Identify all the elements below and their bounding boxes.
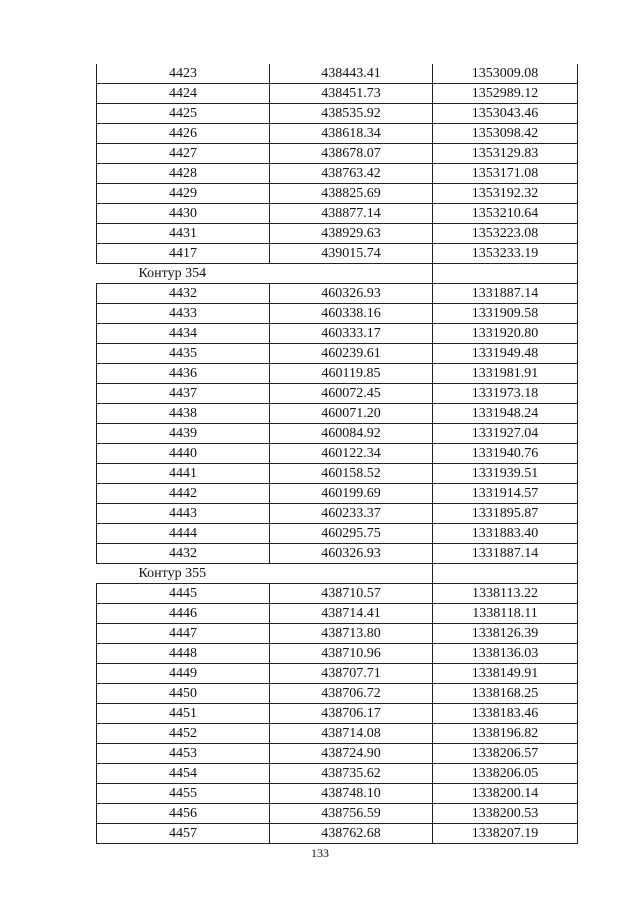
x-coordinate-cell: 438706.17 — [270, 704, 433, 724]
x-coordinate-cell: 460072.45 — [270, 384, 433, 404]
y-coordinate-cell: 1338118.11 — [433, 604, 578, 624]
y-coordinate-cell: 1331895.87 — [433, 504, 578, 524]
x-coordinate-cell: 460199.69 — [270, 484, 433, 504]
x-coordinate-cell: 438735.62 — [270, 764, 433, 784]
point-number-cell: 4434 — [97, 324, 270, 344]
point-number-cell: 4447 — [97, 624, 270, 644]
x-coordinate-cell: 438678.07 — [270, 144, 433, 164]
table-row — [97, 464, 578, 484]
point-number-cell: 4436 — [97, 364, 270, 384]
table-row — [97, 764, 578, 784]
x-coordinate-cell: 438763.42 — [270, 164, 433, 184]
y-coordinate-cell: 1331909.58 — [433, 304, 578, 324]
y-coordinate-cell: 1331883.40 — [433, 524, 578, 544]
table-row — [97, 284, 578, 304]
table-row — [97, 104, 578, 124]
x-coordinate-cell: 438929.63 — [270, 224, 433, 244]
contour-header-row — [97, 564, 578, 584]
x-coordinate-cell: 460122.34 — [270, 444, 433, 464]
x-coordinate-cell: 438724.90 — [270, 744, 433, 764]
y-coordinate-cell: 1331940.76 — [433, 444, 578, 464]
point-number-cell: 4432 — [97, 544, 270, 564]
y-coordinate-cell: 1353098.42 — [433, 124, 578, 144]
x-coordinate-cell: 438877.14 — [270, 204, 433, 224]
table-row — [97, 164, 578, 184]
x-coordinate-cell: 439015.74 — [270, 244, 433, 264]
y-coordinate-cell: 1338206.57 — [433, 744, 578, 764]
y-coordinate-cell: 1338113.22 — [433, 584, 578, 604]
y-coordinate-cell: 1338207.19 — [433, 824, 578, 844]
table-row — [97, 584, 578, 604]
point-number-cell: 4451 — [97, 704, 270, 724]
table-row — [97, 784, 578, 804]
x-coordinate-cell: 438714.08 — [270, 724, 433, 744]
table-row — [97, 504, 578, 524]
table-row — [97, 324, 578, 344]
x-coordinate-cell: 438443.41 — [270, 64, 433, 84]
table-row — [97, 684, 578, 704]
coordinates-table-body — [97, 64, 578, 844]
point-number-cell: 4441 — [97, 464, 270, 484]
point-number-cell: 4455 — [97, 784, 270, 804]
table-row — [97, 224, 578, 244]
point-number-cell: 4431 — [97, 224, 270, 244]
x-coordinate-cell: 438707.71 — [270, 664, 433, 684]
y-coordinate-cell: 1331887.14 — [433, 544, 578, 564]
y-coordinate-cell: 1331949.48 — [433, 344, 578, 364]
table-row — [97, 384, 578, 404]
table-row — [97, 444, 578, 464]
x-coordinate-cell: 438762.68 — [270, 824, 433, 844]
y-coordinate-cell: 1331948.24 — [433, 404, 578, 424]
point-number-cell: 4432 — [97, 284, 270, 304]
point-number-cell: 4442 — [97, 484, 270, 504]
y-coordinate-cell: 1331920.80 — [433, 324, 578, 344]
page-number: 133 — [311, 846, 329, 860]
x-coordinate-cell: 460233.37 — [270, 504, 433, 524]
table-row — [97, 64, 578, 84]
table-row — [97, 304, 578, 324]
table-row — [97, 624, 578, 644]
x-coordinate-cell: 460326.93 — [270, 544, 433, 564]
table-row — [97, 144, 578, 164]
point-number-cell: 4446 — [97, 604, 270, 624]
point-number-cell: 4435 — [97, 344, 270, 364]
table-row — [97, 484, 578, 504]
y-coordinate-cell: 1331973.18 — [433, 384, 578, 404]
point-number-cell: 4454 — [97, 764, 270, 784]
y-coordinate-cell: 1353129.83 — [433, 144, 578, 164]
table-row — [97, 364, 578, 384]
point-number-cell: 4439 — [97, 424, 270, 444]
x-coordinate-cell: 438451.73 — [270, 84, 433, 104]
point-number-cell: 4450 — [97, 684, 270, 704]
y-coordinate-cell: 1338136.03 — [433, 644, 578, 664]
x-coordinate-cell: 438710.96 — [270, 644, 433, 664]
contour-label: Контур 354 — [138, 266, 207, 281]
point-number-cell: 4453 — [97, 744, 270, 764]
point-number-cell: 4423 — [97, 64, 270, 84]
x-coordinate-cell: 460084.92 — [270, 424, 433, 444]
y-coordinate-cell: 1353192.32 — [433, 184, 578, 204]
y-coordinate-cell: 1338200.53 — [433, 804, 578, 824]
y-coordinate-cell: 1338183.46 — [433, 704, 578, 724]
table-row — [97, 804, 578, 824]
point-number-cell: 4417 — [97, 244, 270, 264]
table-row — [97, 424, 578, 444]
point-number-cell: 4457 — [97, 824, 270, 844]
x-coordinate-cell: 460338.16 — [270, 304, 433, 324]
y-coordinate-cell: 1353210.64 — [433, 204, 578, 224]
point-number-cell: 4429 — [97, 184, 270, 204]
point-number-cell: 4424 — [97, 84, 270, 104]
x-coordinate-cell: 460119.85 — [270, 364, 433, 384]
x-coordinate-cell: 438748.10 — [270, 784, 433, 804]
coordinates-table — [96, 64, 578, 844]
contour-header-row — [97, 264, 578, 284]
point-number-cell: 4443 — [97, 504, 270, 524]
point-number-cell: 4440 — [97, 444, 270, 464]
x-coordinate-cell: 460295.75 — [270, 524, 433, 544]
table-row — [97, 644, 578, 664]
table-row — [97, 184, 578, 204]
y-coordinate-cell: 1331887.14 — [433, 284, 578, 304]
x-coordinate-cell: 438706.72 — [270, 684, 433, 704]
table-row — [97, 204, 578, 224]
y-coordinate-cell: 1331981.91 — [433, 364, 578, 384]
point-number-cell: 4452 — [97, 724, 270, 744]
point-number-cell: 4445 — [97, 584, 270, 604]
x-coordinate-cell: 460326.93 — [270, 284, 433, 304]
y-coordinate-cell: 1331914.57 — [433, 484, 578, 504]
point-number-cell: 4444 — [97, 524, 270, 544]
table-row — [97, 724, 578, 744]
table-row — [97, 704, 578, 724]
point-number-cell: 4430 — [97, 204, 270, 224]
y-coordinate-cell: 1338206.05 — [433, 764, 578, 784]
table-row — [97, 664, 578, 684]
x-coordinate-cell: 438535.92 — [270, 104, 433, 124]
y-coordinate-cell: 1352989.12 — [433, 84, 578, 104]
y-coordinate-cell: 1353009.08 — [433, 64, 578, 84]
y-coordinate-cell: 1353233.19 — [433, 244, 578, 264]
x-coordinate-cell: 460071.20 — [270, 404, 433, 424]
table-row — [97, 824, 578, 844]
table-row — [97, 524, 578, 544]
x-coordinate-cell: 438710.57 — [270, 584, 433, 604]
x-coordinate-cell: 438756.59 — [270, 804, 433, 824]
y-coordinate-cell: 1338168.25 — [433, 684, 578, 704]
x-coordinate-cell: 460239.61 — [270, 344, 433, 364]
y-coordinate-cell: 1338149.91 — [433, 664, 578, 684]
table-row — [97, 744, 578, 764]
y-coordinate-cell: 1338126.39 — [433, 624, 578, 644]
y-coordinate-cell: 1331927.04 — [433, 424, 578, 444]
point-number-cell: 4426 — [97, 124, 270, 144]
y-coordinate-cell: 1353223.08 — [433, 224, 578, 244]
table-row — [97, 344, 578, 364]
contour-empty-cell — [433, 564, 578, 584]
y-coordinate-cell: 1353043.46 — [433, 104, 578, 124]
point-number-cell: 4433 — [97, 304, 270, 324]
point-number-cell: 4448 — [97, 644, 270, 664]
point-number-cell: 4425 — [97, 104, 270, 124]
table-row — [97, 604, 578, 624]
point-number-cell: 4437 — [97, 384, 270, 404]
table-row — [97, 244, 578, 264]
table-row — [97, 124, 578, 144]
y-coordinate-cell: 1338200.14 — [433, 784, 578, 804]
x-coordinate-cell: 438618.34 — [270, 124, 433, 144]
y-coordinate-cell: 1331939.51 — [433, 464, 578, 484]
point-number-cell: 4438 — [97, 404, 270, 424]
table-row — [97, 84, 578, 104]
x-coordinate-cell: 438714.41 — [270, 604, 433, 624]
x-coordinate-cell: 460333.17 — [270, 324, 433, 344]
table-row — [97, 404, 578, 424]
point-number-cell: 4428 — [97, 164, 270, 184]
x-coordinate-cell: 438825.69 — [270, 184, 433, 204]
y-coordinate-cell: 1353171.08 — [433, 164, 578, 184]
point-number-cell: 4456 — [97, 804, 270, 824]
point-number-cell: 4427 — [97, 144, 270, 164]
x-coordinate-cell: 460158.52 — [270, 464, 433, 484]
y-coordinate-cell: 1338196.82 — [433, 724, 578, 744]
x-coordinate-cell: 438713.80 — [270, 624, 433, 644]
table-row — [97, 544, 578, 564]
contour-label: Контур 355 — [138, 566, 207, 581]
contour-empty-cell — [433, 264, 578, 284]
point-number-cell: 4449 — [97, 664, 270, 684]
